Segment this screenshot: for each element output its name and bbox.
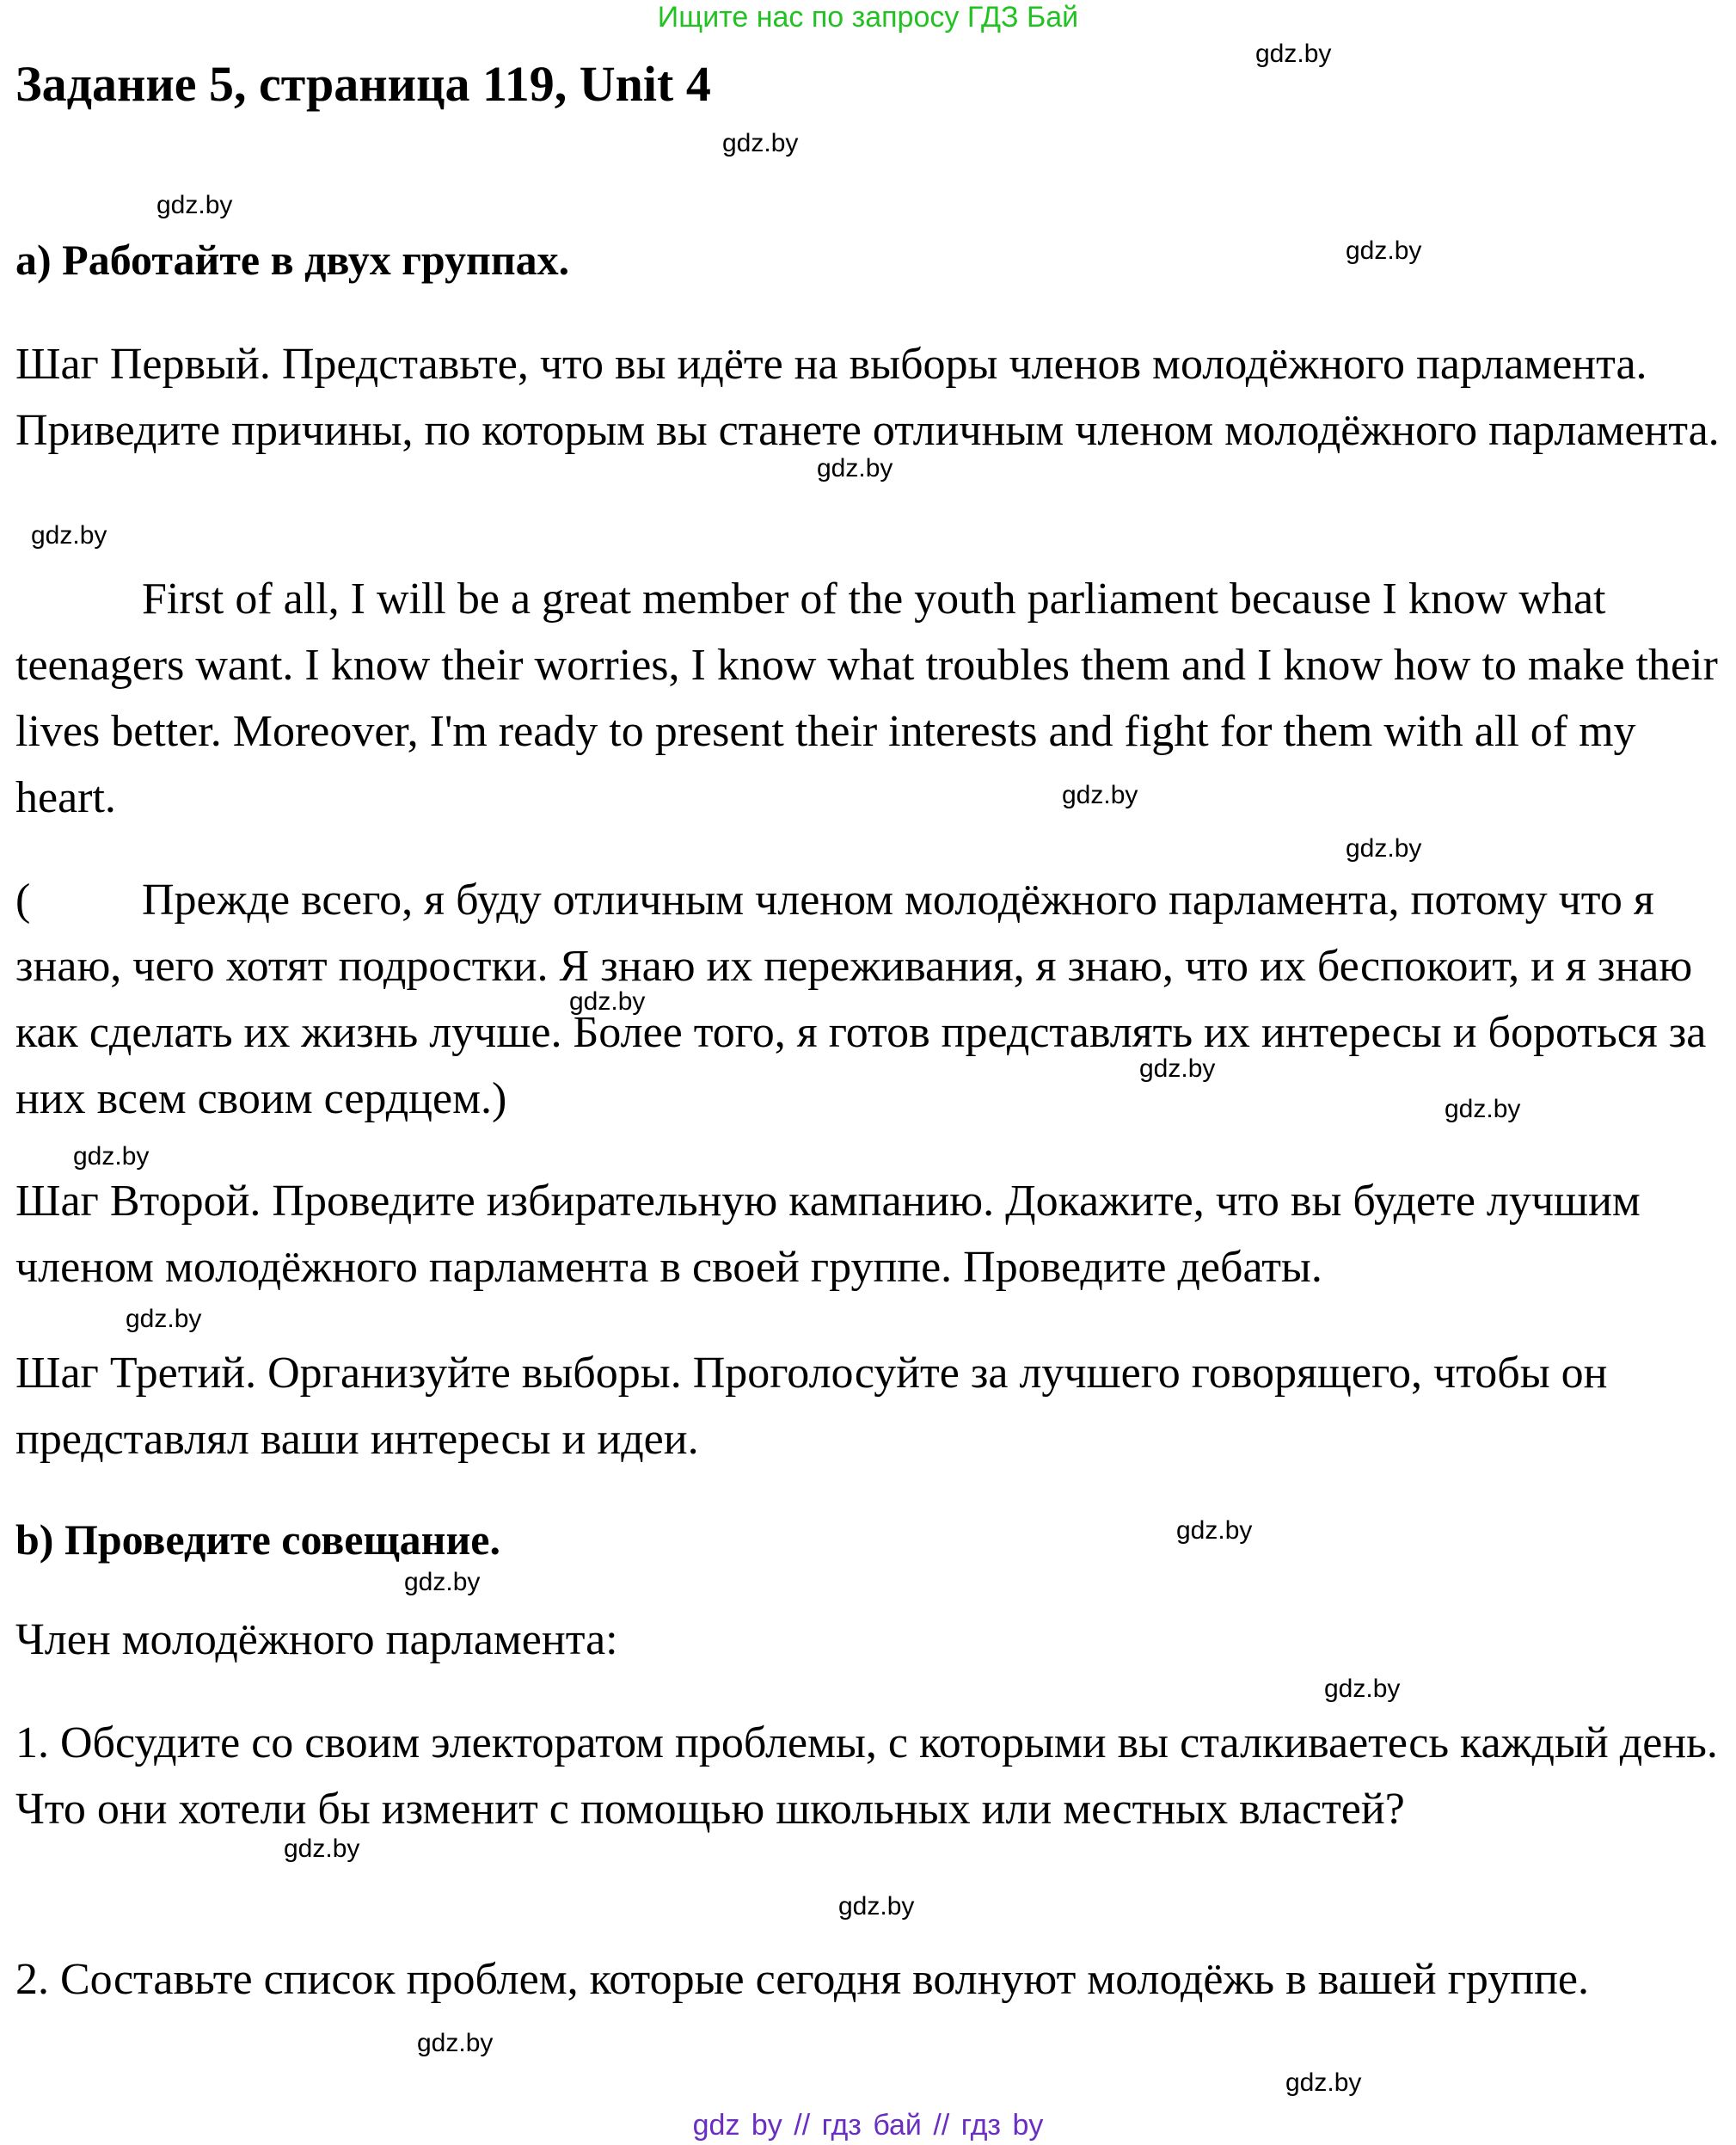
footer-links[interactable]: gdz by // гдз бай // гдз by [692,2109,1044,2142]
watermark: gdz.by [156,191,233,219]
answer-english [15,566,1727,831]
watermark: gdz.by [1346,237,1422,265]
section-b-intro: Член молодёжного парламента: [15,1615,618,1664]
watermark: gdz.by [1445,1095,1521,1123]
watermark: gdz.by [1139,1054,1216,1083]
step-one-text: Шаг Первый. Представьте, что вы идёте на выборы членов молодёжного парламента. Приведите причины, по которым вы станете отличным членом молодёжного парламента. [15,340,1720,455]
watermark: gdz.by [1062,781,1138,809]
watermark: gdz.by [73,1142,150,1171]
answer-russian-text: Прежде всего, я буду отличным членом молодёжного парламента, потому что я знаю, чего хотят подростки. Я знаю их переживания, я знаю, что их беспокоит, и я знаю как сделать их жизнь лучше. Более того, я готов представлять их интересы и бороться за них всем своим сердцем.) [15,876,1707,1123]
watermark: gdz.by [817,454,893,482]
watermark: gdz.by [1324,1675,1401,1703]
answer-russian-open-paren: ( [15,876,31,925]
list-item-2: 2. Составьте список проблем, которые сегодня волнуют молодёжь в вашей группе. [15,1955,1589,2004]
watermark: gdz.by [722,129,799,157]
watermark: gdz.by [404,1568,481,1596]
watermark: gdz.by [284,1835,360,1863]
watermark: gdz.by [1176,1516,1253,1545]
section-a-heading: a) Работайте в двух группах. [15,236,570,284]
section-b-heading: b) Проведите совещание. [15,1515,500,1564]
watermark: gdz.by [1346,834,1422,863]
watermark: gdz.by [1255,40,1332,68]
step-three-text: Шаг Третий. Организуйте выборы. Проголосуйте за лучшего говорящего, чтобы он представлял ваши интересы и идеи. [15,1349,1608,1464]
answer-english-text: First of all, I will be a great member of the youth parliament because I know what teenagers want. I know their worries, I know what troubles them and I know how to make their lives better. Moreover, I'm ready to present their interests and fight for them with all of my heart. [15,575,1718,822]
list-item-1: 1. Обсудите со своим электоратом проблемы, с которыми вы сталкиваетесь каждый день. Что они хотели бы изменит с помощью школьных или местных властей? [15,1718,1718,1834]
watermark: gdz.by [417,2029,494,2057]
watermark: gdz.by [1285,2068,1362,2097]
page-title: Задание 5, страница 119, Unit 4 [15,56,711,112]
answer-russian [15,867,1727,1132]
watermark: gdz.by [126,1305,202,1333]
watermark: gdz.by [569,987,646,1016]
top-banner[interactable]: Ищите нас по запросу ГДЗ Бай [657,1,1079,34]
step-two-text: Шаг Второй. Проведите избирательную кампанию. Докажите, что вы будете лучшим членом молодёжного парламента в своей группе. Проведите дебаты. [15,1177,1641,1292]
watermark: gdz.by [838,1892,915,1921]
watermark: gdz.by [31,521,107,550]
